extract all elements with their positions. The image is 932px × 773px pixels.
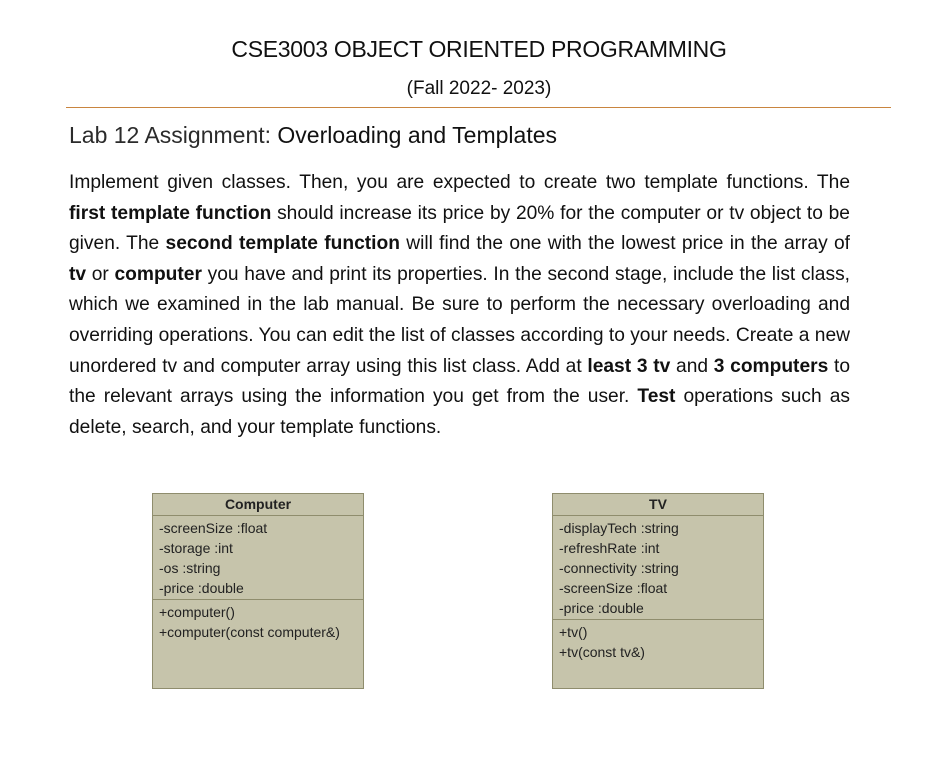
desc-text-7: to the relevant arrays using the information you get from the user. xyxy=(69,355,850,408)
course-title: CSE3003 OBJECT ORIENTED PROGRAMMING xyxy=(231,36,727,62)
desc-text-6: and xyxy=(670,355,714,377)
uml-class-computer xyxy=(152,493,364,689)
desc-bold-second-template: second template function xyxy=(165,233,400,255)
desc-bold-computer: computer xyxy=(114,263,202,285)
desc-text-8: operations such as delete, search, and your template functions. xyxy=(69,386,850,438)
uml-methods xyxy=(153,600,363,643)
uml-methods xyxy=(553,620,763,663)
desc-text-2: should increase its price by 20% for the computer or tv object to be given. The xyxy=(69,202,850,255)
uml-attribute: -displayTech :string xyxy=(559,520,679,536)
uml-method: +tv(const tv&) xyxy=(559,644,645,660)
uml-class-tv xyxy=(552,493,764,689)
desc-bold-3-computers: 3 computers xyxy=(713,355,829,377)
uml-class-name: TV xyxy=(553,494,763,516)
desc-text-5: you have and print its properties. In the second stage, include the list class, which we examined in the lab manual. Be sure to perform the necessary overloading and overriding operations. You can edit the list of classes according to your needs. Create a new unordered tv and computer array using this list class. Add at xyxy=(69,263,850,377)
desc-bold-tv: tv xyxy=(69,263,87,285)
uml-attribute: -connectivity :string xyxy=(559,560,679,576)
uml-attribute: -price :double xyxy=(559,600,644,616)
uml-attributes xyxy=(553,516,763,620)
lab-heading xyxy=(69,122,557,149)
uml-attributes xyxy=(153,516,363,600)
assignment-description xyxy=(69,168,850,443)
lab-label: Lab 12 Assignment: xyxy=(69,122,272,148)
desc-bold-test: Test xyxy=(637,386,676,408)
uml-method: +computer(const computer&) xyxy=(159,624,340,640)
lab-topic: Overloading and Templates xyxy=(277,122,558,148)
desc-text-3: will find the one with the lowest price in the array of xyxy=(399,233,850,255)
uml-class-name: Computer xyxy=(153,494,363,516)
desc-text-4: or xyxy=(86,263,115,285)
uml-attribute: -screenSize :float xyxy=(559,580,668,596)
desc-bold-first-template: first template function xyxy=(69,202,272,224)
header-divider xyxy=(66,107,891,108)
uml-attribute: -refreshRate :int xyxy=(559,540,660,556)
desc-text-1: Implement given classes. Then, you are expected to create two template functions. The xyxy=(69,172,850,193)
desc-bold-least-3-tv: least 3 tv xyxy=(587,355,671,377)
uml-method: +computer() xyxy=(159,604,235,620)
uml-attribute: -storage :int xyxy=(159,540,233,556)
uml-attribute: -price :double xyxy=(159,580,244,596)
term-label: (Fall 2022- 2023) xyxy=(406,78,552,99)
uml-attribute: -os :string xyxy=(159,560,221,576)
uml-attribute: -screenSize :float xyxy=(159,520,268,536)
uml-method: +tv() xyxy=(559,624,588,640)
